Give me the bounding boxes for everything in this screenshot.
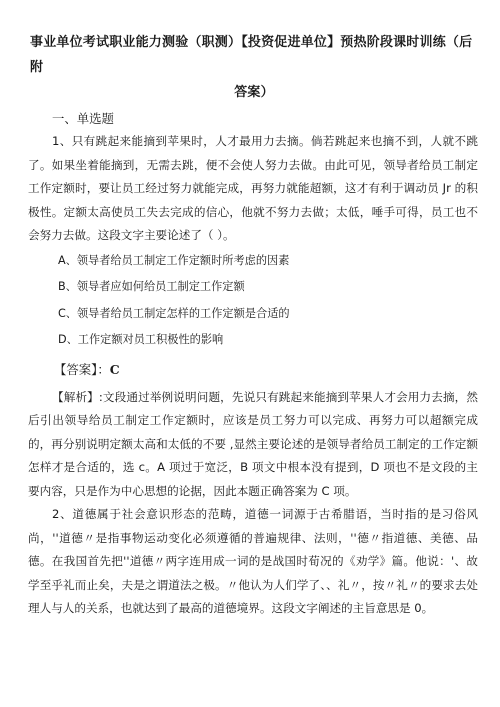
title-line-2: 答案）: [234, 85, 274, 100]
question-1-answer: [28, 357, 478, 383]
question-2-stem: 2、道德属于社会意识形态的范畴，道德一词源于古希腊语，当时指的是习俗风尚，''道德〃是指事物运动变化必须遵循的普遍规律、法则，''德〃指道德、美德、品德。在我国首先把''道德〃两字连用成一词的是战国时荀况的《劝学》篇。他说：'、故学至乎礼而止矣，夫是之谓道法之极。〃他认为人们学了、、礼〃，按〃礼〃的要求去处理人与人的关系，也就达到了最高的道德境界。这段文字阐述的主旨意思是 0。: [28, 507, 478, 615]
question-1-stem: 1、只有跳起来能摘到苹果时，人才最用力去摘。倘若跳起来也摘不到，人就不跳了。如果坐着能摘到，无需去跳，便不会使人努力去做。由此可见，领导者给员工制定工作定额时，要让员工经过努力就能完成，再努力就能超额，这才有利于调动员 Jr 的积极性。定额太高使员工失去完成的信心，他就不努力去做；太低，唾手可得，员工也不会努力去做。这段文字主要论述了（ ）。: [28, 134, 478, 242]
option-a: A、领导者给员工制定工作定额时所考虑的因素: [58, 253, 290, 267]
option-b: B、领导者应如何给员工制定工作定额: [58, 280, 245, 293]
option-d: D、工作定额对员工积极性的影响: [58, 333, 224, 346]
question-1-analysis: 【解析】:文段通过举例说明问题，先说只有跳起来能摘到苹果人才会用力去摘，然后引出领导给员工制定工作定额时，应该是员工努力可以完成、再努力可以超额完成的，再分别说明定额太高和太低的不要 ,显然主要论述的是领导者给员工制定的工作定额怎样才是合适的，选 c。A 项过于宽泛，B 项文中根本没有提到，D 项也不是文段的主要内容，只是作为中心思想的论据，因此本题正确答案为 C 项。: [28, 389, 478, 498]
title-line-1: 事业单位考试职业能力测验（职测）【投资促进单位】预热阶段课时训练（后附: [30, 35, 473, 75]
section-heading: 一、单选题: [52, 111, 114, 126]
question-1-options: [28, 248, 478, 354]
option-c: C、领导者给员工制定怎样的工作定额是合适的: [58, 306, 290, 320]
document-title: [28, 30, 478, 105]
answer-value: C: [109, 361, 120, 377]
answer-label: 【答案】：: [54, 361, 110, 377]
